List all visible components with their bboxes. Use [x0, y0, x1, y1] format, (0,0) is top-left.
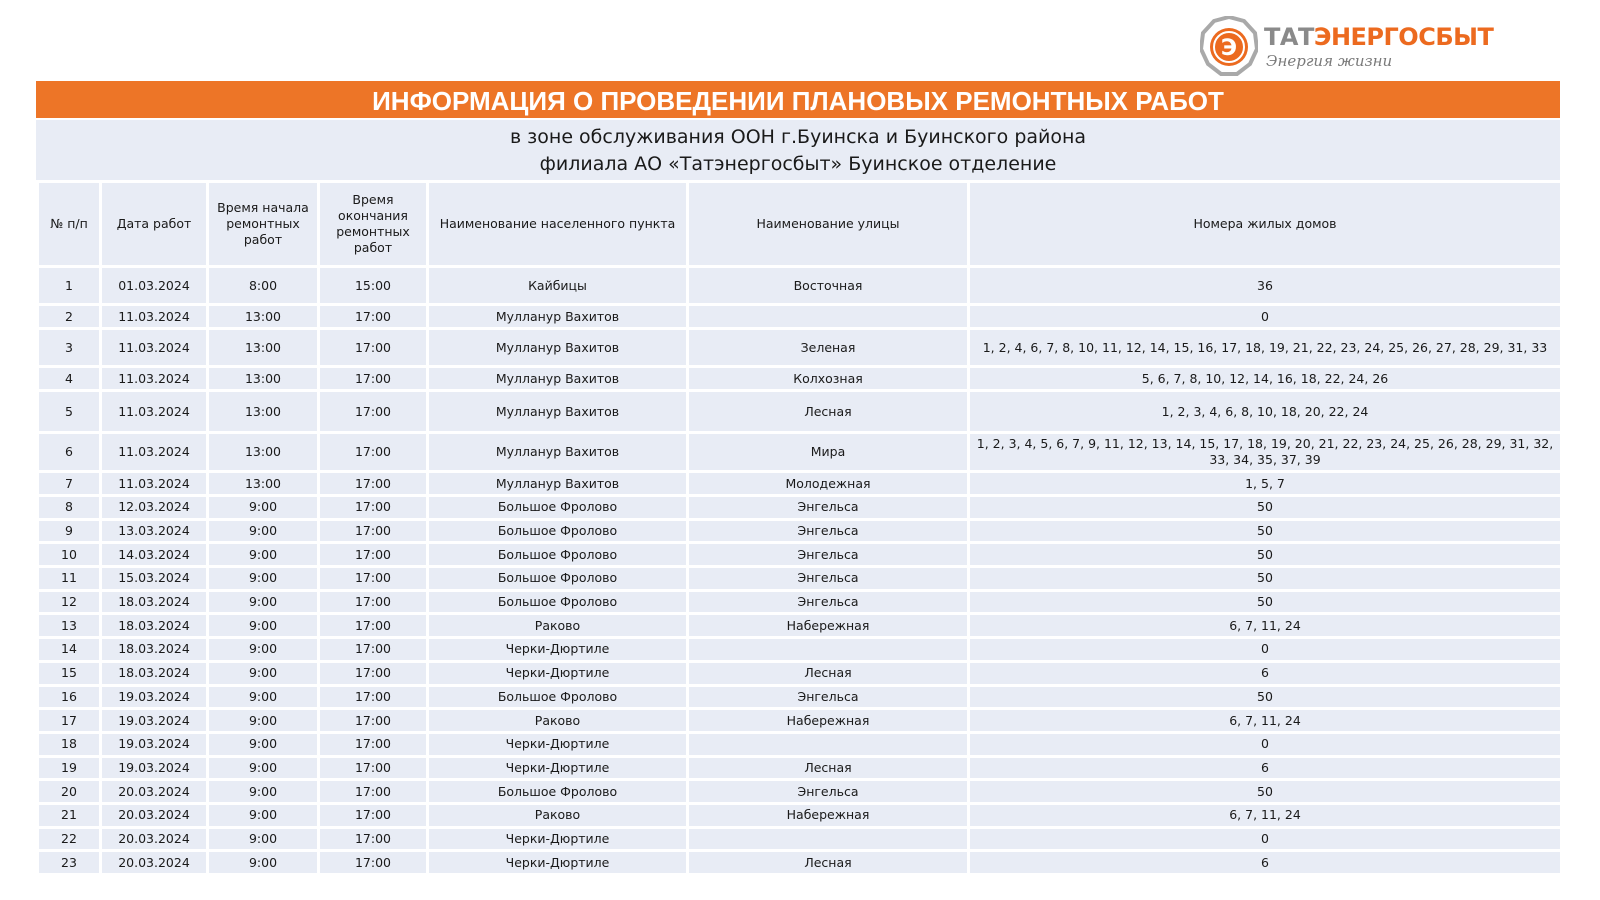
street-name: Лесная: [688, 851, 969, 875]
end-time: 17:00: [319, 329, 428, 367]
locality-name: Мулланур Вахитов: [428, 329, 688, 367]
row-number: 22: [38, 827, 101, 851]
locality-name: Раково: [428, 614, 688, 638]
end-time: 17:00: [319, 391, 428, 433]
row-number: 11: [38, 567, 101, 591]
house-numbers: 6, 7, 11, 24: [969, 614, 1562, 638]
table-row: [38, 305, 1562, 329]
locality-name: Большое Фролово: [428, 780, 688, 804]
table-row: [38, 756, 1562, 780]
locality-name: Большое Фролово: [428, 519, 688, 543]
row-number: 2: [38, 305, 101, 329]
start-time: 13:00: [208, 433, 319, 472]
row-number: 9: [38, 519, 101, 543]
end-time: 17:00: [319, 543, 428, 567]
svg-text:Э: Э: [1220, 36, 1238, 61]
work-date: 15.03.2024: [101, 567, 208, 591]
locality-name: Большое Фролово: [428, 496, 688, 520]
end-time: 17:00: [319, 732, 428, 756]
locality-name: Черки-Дюртиле: [428, 638, 688, 662]
row-number: 13: [38, 614, 101, 638]
work-date: 11.03.2024: [101, 433, 208, 472]
work-date: 11.03.2024: [101, 329, 208, 367]
table-row: [38, 367, 1562, 391]
work-date: 11.03.2024: [101, 391, 208, 433]
house-numbers: 6: [969, 851, 1562, 875]
street-name: Зеленая: [688, 329, 969, 367]
brand-name-part2: ЭНЕРГОСБЫТ: [1313, 23, 1494, 51]
start-time: 9:00: [208, 519, 319, 543]
house-numbers: 1, 5, 7: [969, 472, 1562, 496]
table-row: [38, 519, 1562, 543]
header-locality: Наименование населенного пункта: [428, 182, 688, 267]
start-time: 13:00: [208, 391, 319, 433]
end-time: 17:00: [319, 590, 428, 614]
page-subtitle: [36, 120, 1560, 180]
subtitle-line-2: филиала АО «Татэнергосбыт» Буинское отделение: [539, 153, 1057, 175]
work-date: 20.03.2024: [101, 780, 208, 804]
end-time: 17:00: [319, 305, 428, 329]
house-numbers: 50: [969, 543, 1562, 567]
table-row: [38, 567, 1562, 591]
house-numbers: 50: [969, 590, 1562, 614]
end-time: 17:00: [319, 661, 428, 685]
row-number: 8: [38, 496, 101, 520]
row-number: 23: [38, 851, 101, 875]
table-row: [38, 851, 1562, 875]
street-name: Лесная: [688, 661, 969, 685]
end-time: 17:00: [319, 709, 428, 733]
start-time: 9:00: [208, 567, 319, 591]
start-time: 9:00: [208, 756, 319, 780]
locality-name: Черки-Дюртиле: [428, 851, 688, 875]
street-name: Энгельса: [688, 780, 969, 804]
work-date: 20.03.2024: [101, 803, 208, 827]
table-row: [38, 709, 1562, 733]
street-name: [688, 638, 969, 662]
table-row: [38, 267, 1562, 305]
house-numbers: 6, 7, 11, 24: [969, 709, 1562, 733]
row-number: 10: [38, 543, 101, 567]
table-row: [38, 543, 1562, 567]
house-numbers: 50: [969, 685, 1562, 709]
header-number: № п/п: [38, 182, 101, 267]
street-name: Энгельса: [688, 496, 969, 520]
start-time: 13:00: [208, 305, 319, 329]
street-name: [688, 732, 969, 756]
street-name: Лесная: [688, 391, 969, 433]
row-number: 14: [38, 638, 101, 662]
locality-name: Раково: [428, 709, 688, 733]
start-time: 9:00: [208, 803, 319, 827]
street-name: Набережная: [688, 803, 969, 827]
house-numbers: 0: [969, 638, 1562, 662]
work-date: 18.03.2024: [101, 614, 208, 638]
header-street: Наименование улицы: [688, 182, 969, 267]
table-row: [38, 780, 1562, 804]
work-date: 19.03.2024: [101, 685, 208, 709]
locality-name: Кайбицы: [428, 267, 688, 305]
house-numbers: 1, 2, 4, 6, 7, 8, 10, 11, 12, 14, 15, 16, 17, 18, 19, 21, 22, 23, 24, 25, 26, 27, 28, 29, 31, 33: [969, 329, 1562, 367]
house-numbers: 6, 7, 11, 24: [969, 803, 1562, 827]
locality-name: Мулланур Вахитов: [428, 305, 688, 329]
end-time: 17:00: [319, 851, 428, 875]
subtitle-line-1: в зоне обслуживания ООН г.Буинска и Буинского района: [509, 126, 1087, 148]
row-number: 3: [38, 329, 101, 367]
row-number: 5: [38, 391, 101, 433]
end-time: 17:00: [319, 756, 428, 780]
house-numbers: 36: [969, 267, 1562, 305]
end-time: 17:00: [319, 433, 428, 472]
street-name: [688, 305, 969, 329]
row-number: 7: [38, 472, 101, 496]
end-time: 17:00: [319, 638, 428, 662]
start-time: 9:00: [208, 638, 319, 662]
start-time: 9:00: [208, 732, 319, 756]
table-row: [38, 638, 1562, 662]
table-row: [38, 827, 1562, 851]
house-numbers: 50: [969, 567, 1562, 591]
company-logo: [1200, 16, 1500, 78]
end-time: 17:00: [319, 614, 428, 638]
end-time: 17:00: [319, 827, 428, 851]
work-date: 20.03.2024: [101, 827, 208, 851]
work-date: 01.03.2024: [101, 267, 208, 305]
street-name: Молодежная: [688, 472, 969, 496]
work-date: 18.03.2024: [101, 638, 208, 662]
locality-name: Черки-Дюртиле: [428, 661, 688, 685]
street-name: Энгельса: [688, 685, 969, 709]
work-date: 19.03.2024: [101, 732, 208, 756]
work-date: 12.03.2024: [101, 496, 208, 520]
row-number: 16: [38, 685, 101, 709]
header-date: Дата работ: [101, 182, 208, 267]
start-time: 9:00: [208, 709, 319, 733]
house-numbers: 1, 2, 3, 4, 6, 8, 10, 18, 20, 22, 24: [969, 391, 1562, 433]
street-name: Энгельса: [688, 590, 969, 614]
table-row: [38, 685, 1562, 709]
locality-name: Большое Фролово: [428, 685, 688, 709]
street-name: Колхозная: [688, 367, 969, 391]
start-time: 9:00: [208, 496, 319, 520]
house-numbers: 50: [969, 496, 1562, 520]
street-name: Набережная: [688, 709, 969, 733]
house-numbers: 50: [969, 780, 1562, 804]
start-time: 13:00: [208, 472, 319, 496]
street-name: Набережная: [688, 614, 969, 638]
row-number: 19: [38, 756, 101, 780]
row-number: 12: [38, 590, 101, 614]
start-time: 9:00: [208, 543, 319, 567]
locality-name: Мулланур Вахитов: [428, 391, 688, 433]
brand-name: [1264, 24, 1493, 50]
brand-name-part1: ТАТ: [1264, 23, 1314, 51]
table-row: [38, 329, 1562, 367]
work-date: 18.03.2024: [101, 590, 208, 614]
work-date: 19.03.2024: [101, 709, 208, 733]
work-date: 11.03.2024: [101, 472, 208, 496]
header-houses: Номера жилых домов: [969, 182, 1562, 267]
table-header-row: [38, 182, 1562, 267]
start-time: 8:00: [208, 267, 319, 305]
start-time: 9:00: [208, 590, 319, 614]
house-numbers: 0: [969, 732, 1562, 756]
end-time: 17:00: [319, 685, 428, 709]
locality-name: Мулланур Вахитов: [428, 367, 688, 391]
repair-schedule-table: [36, 180, 1563, 876]
start-time: 9:00: [208, 827, 319, 851]
work-date: 14.03.2024: [101, 543, 208, 567]
table-row: [38, 472, 1562, 496]
end-time: 15:00: [319, 267, 428, 305]
end-time: 17:00: [319, 472, 428, 496]
street-name: Лесная: [688, 756, 969, 780]
locality-name: Раково: [428, 803, 688, 827]
table-row: [38, 391, 1562, 433]
street-name: Энгельса: [688, 543, 969, 567]
row-number: 1: [38, 267, 101, 305]
end-time: 17:00: [319, 519, 428, 543]
house-numbers: 6: [969, 661, 1562, 685]
end-time: 17:00: [319, 496, 428, 520]
start-time: 9:00: [208, 851, 319, 875]
locality-name: Большое Фролово: [428, 567, 688, 591]
row-number: 15: [38, 661, 101, 685]
house-numbers: 50: [969, 519, 1562, 543]
locality-name: Большое Фролово: [428, 543, 688, 567]
street-name: Энгельса: [688, 567, 969, 591]
locality-name: Мулланур Вахитов: [428, 472, 688, 496]
table-row: [38, 590, 1562, 614]
table-row: [38, 433, 1562, 472]
work-date: 19.03.2024: [101, 756, 208, 780]
end-time: 17:00: [319, 780, 428, 804]
row-number: 21: [38, 803, 101, 827]
header-end-time: Время окончания ремонтных работ: [319, 182, 428, 267]
start-time: 13:00: [208, 329, 319, 367]
brand-tagline: Энергия жизни: [1266, 52, 1393, 70]
street-name: Восточная: [688, 267, 969, 305]
start-time: 9:00: [208, 661, 319, 685]
locality-name: Черки-Дюртиле: [428, 827, 688, 851]
row-number: 20: [38, 780, 101, 804]
work-date: 11.03.2024: [101, 305, 208, 329]
house-numbers: 0: [969, 305, 1562, 329]
row-number: 17: [38, 709, 101, 733]
house-numbers: 0: [969, 827, 1562, 851]
house-numbers: 5, 6, 7, 8, 10, 12, 14, 16, 18, 22, 24, 26: [969, 367, 1562, 391]
house-numbers: 6: [969, 756, 1562, 780]
locality-name: Большое Фролово: [428, 590, 688, 614]
locality-name: Мулланур Вахитов: [428, 433, 688, 472]
table-row: [38, 661, 1562, 685]
row-number: 4: [38, 367, 101, 391]
start-time: 9:00: [208, 685, 319, 709]
end-time: 17:00: [319, 803, 428, 827]
energy-emblem-icon: [1200, 16, 1258, 76]
work-date: 13.03.2024: [101, 519, 208, 543]
street-name: Энгельса: [688, 519, 969, 543]
end-time: 17:00: [319, 367, 428, 391]
locality-name: Черки-Дюртиле: [428, 732, 688, 756]
table-row: [38, 496, 1562, 520]
street-name: [688, 827, 969, 851]
header-start-time: Время начала ремонтных работ: [208, 182, 319, 267]
end-time: 17:00: [319, 567, 428, 591]
start-time: 13:00: [208, 367, 319, 391]
page-title-banner: ИНФОРМАЦИЯ О ПРОВЕДЕНИИ ПЛАНОВЫХ РЕМОНТНЫХ РАБОТ: [36, 81, 1560, 118]
row-number: 6: [38, 433, 101, 472]
locality-name: Черки-Дюртиле: [428, 756, 688, 780]
table-row: [38, 803, 1562, 827]
street-name: Мира: [688, 433, 969, 472]
table-row: [38, 732, 1562, 756]
work-date: 18.03.2024: [101, 661, 208, 685]
start-time: 9:00: [208, 780, 319, 804]
start-time: 9:00: [208, 614, 319, 638]
work-date: 11.03.2024: [101, 367, 208, 391]
table-row: [38, 614, 1562, 638]
row-number: 18: [38, 732, 101, 756]
work-date: 20.03.2024: [101, 851, 208, 875]
house-numbers: 1, 2, 3, 4, 5, 6, 7, 9, 11, 12, 13, 14, 15, 17, 18, 19, 20, 21, 22, 23, 24, 25, 26, 28, 29, 31, 32, 33, 34, 35, 37, 39: [969, 433, 1562, 472]
